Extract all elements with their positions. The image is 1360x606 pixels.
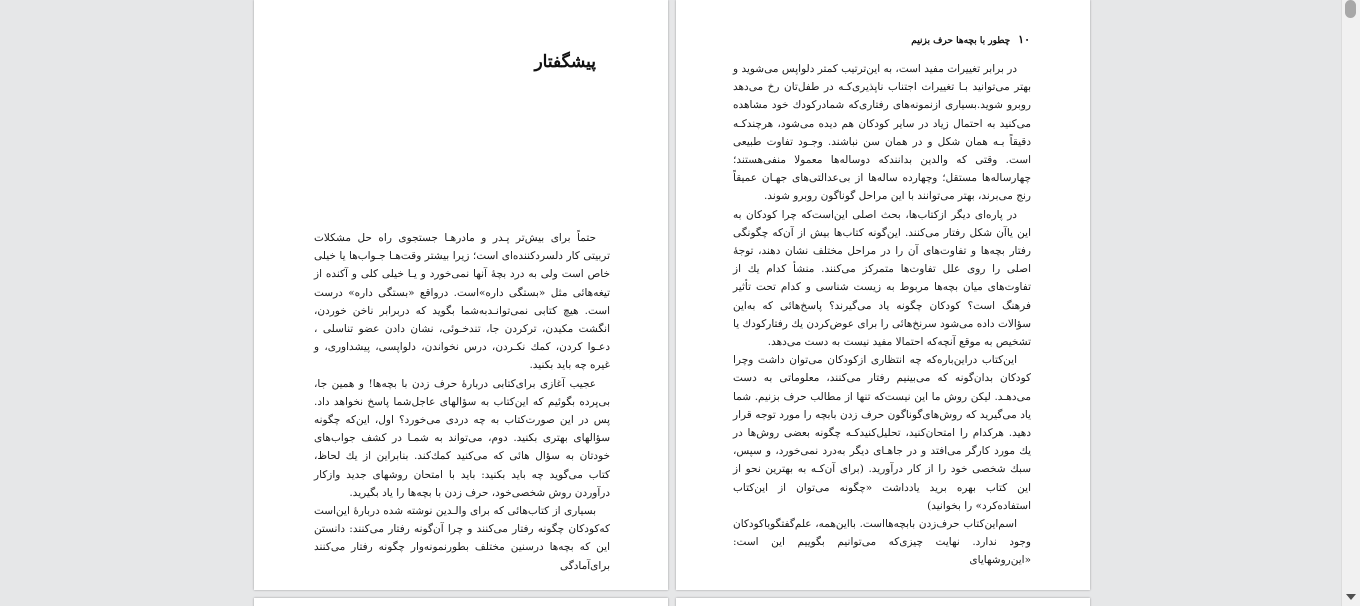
left-page-text [314, 229, 610, 575]
right-page-text [733, 60, 1031, 570]
paragraph: حتماً برای بیش‌تر پـدر و مادرهـا جستجوی راه حل مشکلات تربیتی کار دلسردکننده‌ای است؛ زیرا بیشتر وقت‌هـا جـواب‌ها یا خیلی خاص است ولی به درد بچهٔ آنها نمی‌خورد و یـا خیلی کلی و آکنده از تیغه‌هائی مثل «بستگی داره»است. درواقع «بستگی داره» درست است. هیچ کتابی نمی‌توانـدبه‌شما بگوید که دربرابر ناخن خوردن، انگشت مکیدن، ترکردن جا، تندخـوئی، نشان دادن عضو تناسلی ، دعـوا کردن، کمك نکـردن، درس نخواندن، دلواپسی، پیشداوری، و غیره چه باید بکنید. [314, 232, 610, 372]
page-title: پیشگفتار [534, 52, 596, 72]
page-number: ۱۰ [1018, 33, 1030, 46]
next-page-left-edge [254, 598, 668, 606]
paragraph: در برابر تغییرات مفید است، به این‌ترتیب کمتر دلواپس می‌شوید و بهتر می‌توانید بـا تغییرات اجتناب ناپذیری‌کـه در طفل‌تان رخ می‌دهد روبرو شوید.بسیاری ازنمونه‌های رفتاری‌که شمادرکودك خود مشاهده می‌کنید به احتمال زیاد در سایر کودکان هم دیده می‌شود، هرچندکـه دقیقاً بـه همان شکل و در همان سن نباشند. وجـود تفاوت طبیعی است. وقتی که والدین بدانندکه دوساله‌ها معمولا منفی‌هستند؛ چهارساله‌ها مستقل؛ وچهارده ساله‌ها از بی‌عدالتی‌های جهـان عمیقاً رنج می‌برند، بهتر می‌توانند با این مراحل گوناگون روبرو شوند. [733, 63, 1031, 203]
paragraph: اسم‌این‌کتاب حرف‌زدن بابچه‌هااست. بااین‌همه، علم‌گفتگوباکودکان وجود ندارد. نهایت چیزی‌که می‌توانیم بگوییم این است: «این‌روشهایای [733, 518, 1031, 567]
paragraph: در پاره‌ای دیگر ازکتاب‌ها، بحث اصلی این‌است‌که چرا کودکان به این یاآن شکل رفتار می‌کنند. این‌گونه کتاب‌ها بیش از آن‌که چگونگی رفتار بچه‌ها و تفاوت‌های آن را در مراحل مختلف نشان دهند، توجهٔ اصلی را روی علل تفاوت‌ها متمرکز می‌کنند. منشأ کدام یك از تفاوت‌های میان بچه‌ها مربوط به زیست شناسی و کدام تحت تأثیر فرهنگ است؟ کودکان چگونه یاد می‌گیرند؟ پاسخ‌هائی که به‌این سؤالات داده می‌شود سرنخ‌هائی را برای عوض‌کردن یك رفتارکودك یا تشخیص به موقع آنچه‌که احتمالا مفید نیست به دست می‌دهد. [733, 208, 1031, 349]
paragraph: این‌کتاب دراین‌باره‌که چه انتظاری ازکودکان می‌توان داشت وچرا کودکان بدان‌گونه که می‌بینیم رفتار می‌کنند، معلوماتی به دست می‌دهـد. لیکن روش ما این نیست‌که تنها از مطالب حرف بزنیم. شما یاد می‌گیرید که روش‌های‌گوناگون حرف زدن بابچه را مورد توجه قرار دهید. هرکدام را امتحان‌کنید، تحلیل‌کنیدکـه چگونه بعضی روش‌ها در یك مورد کارگر می‌افتد و در جاهـای دیگر به‌درد نمی‌خورد، و سپس، سبك شخصی خود را از کار درآورید. (برای آن‌کـه به بهترین نحو از این کتاب بهره برید یادداشت «چگونه می‌توان از این‌کتاب استفاده‌کرد» را بخوانید) [733, 354, 1031, 512]
vertical-scrollbar[interactable] [1341, 0, 1360, 606]
next-page-right-edge [676, 598, 1090, 606]
page-left [254, 0, 668, 590]
paragraph: عجیب آغازی برای‌کتابی دربارهٔ حرف زدن با بچه‌ها! و همین جا، بی‌پرده بگوئیم که این‌کتاب به سؤالهای عاجل‌شما پاسخ نخواهد داد. پس در این صورت‌کتاب به چه دردی می‌خورد؟ اول، این‌که چگونه سؤالهای بهتری بکنید. دوم، می‌تواند به شمـا در کشف جواب‌های خودتان به سؤال هائی که می‌کنید کمك‌کند. بنابراین از یك لحاظ، کتاب می‌گوید چه باید بکنید: باید با امتحان روشهای جدید وازکار درآوردن روش شخصی‌خود، حرف زدن با بچه‌ها را یاد بگیرید. [314, 377, 610, 499]
paragraph: بسیاری از کتاب‌هائی که برای والـدین نوشته شده دربارهٔ این‌است که‌کودکان چگونه رفتار می‌کنند و چرا آن‌گونه رفتار می‌کنند: دانستن این که بچه‌ها درسنین مختلف بطورنمونه‌وار چگونه رفتار می‌کنند برای‌آمادگی [314, 505, 610, 572]
scrollbar-thumb[interactable] [1345, 0, 1356, 18]
running-head-title: چطور با بچه‌ها حرف بزنیم [911, 36, 1011, 46]
scroll-down-arrow-icon[interactable] [1346, 594, 1356, 600]
page-right [676, 0, 1090, 590]
running-head [911, 33, 1030, 46]
